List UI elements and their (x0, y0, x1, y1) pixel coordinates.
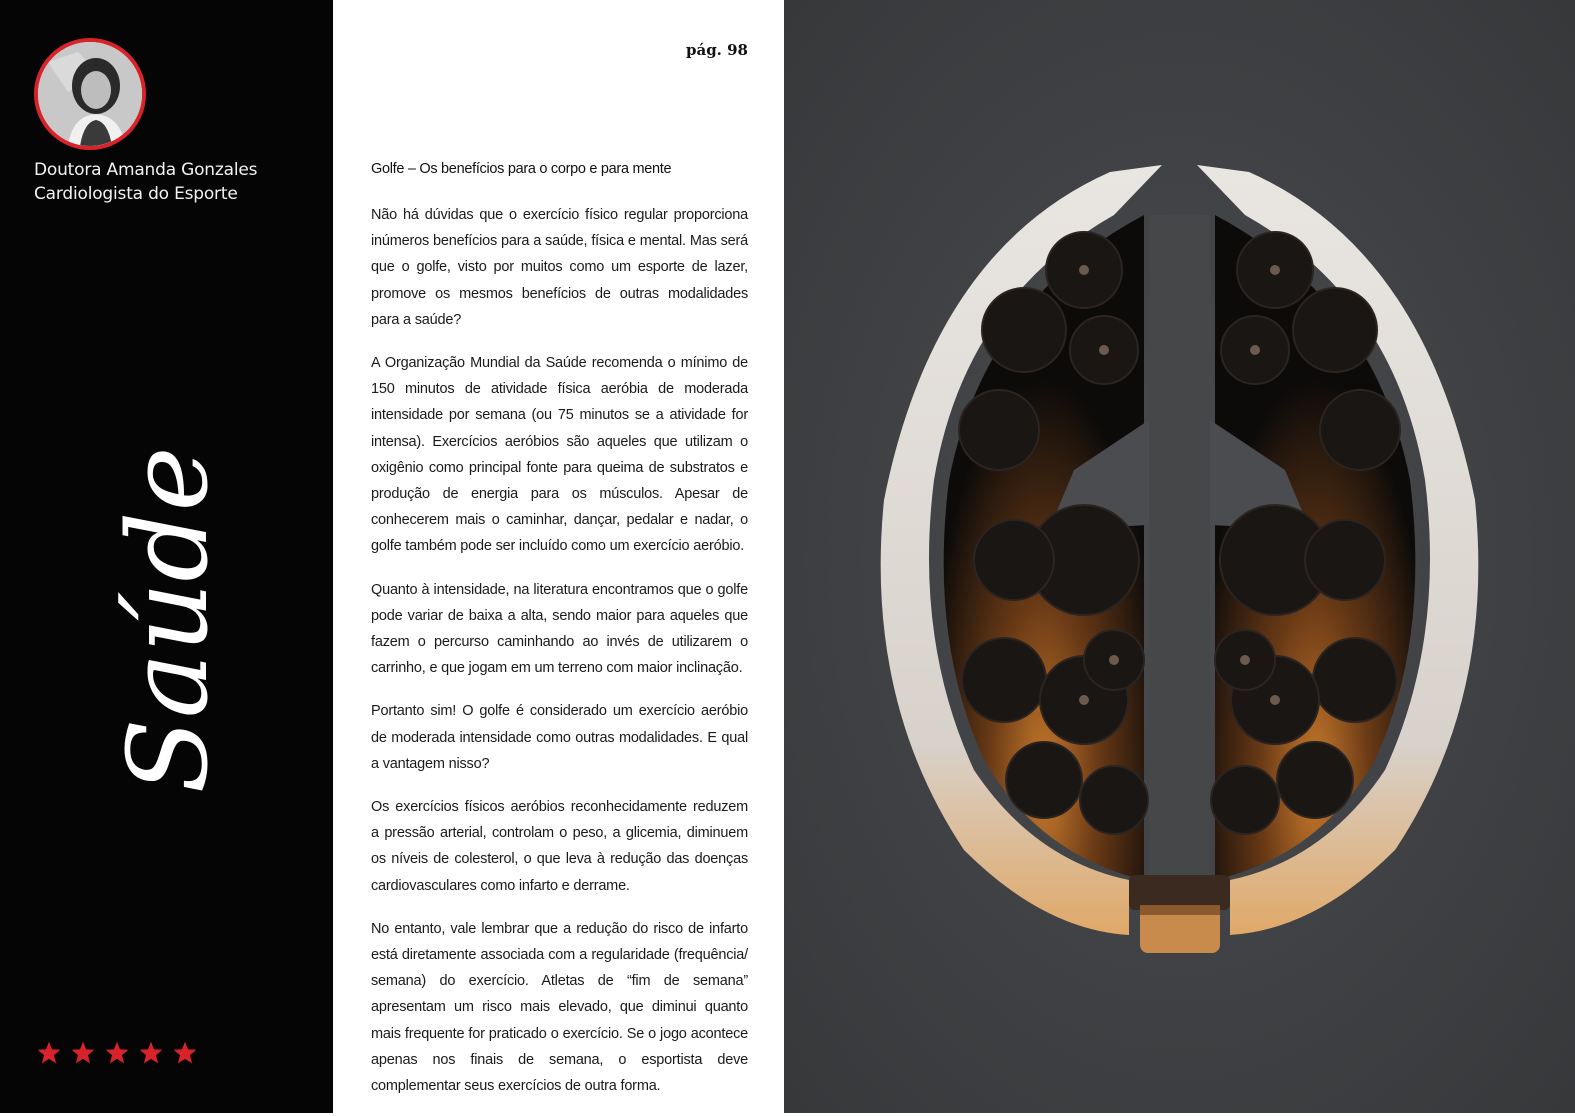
star-icon (70, 1040, 96, 1066)
article-paragraph: Não há dúvidas que o exercício físico regular proporciona inúmeros benefícios para a saúde, física e mental. Mas será que o golfe, visto por muitos como um esporte de lazer, promove os mesmos benefícios de outras modalidades para a saúde? (371, 207, 748, 328)
article-title: Golfe – Os benefícios para o corpo e para mente (371, 161, 672, 177)
page-number: pág. 98 (685, 41, 748, 59)
author-avatar (34, 38, 146, 150)
article-paragraph: Quanto à intensidade, na literatura encontramos que o golfe pode variar de baixa a alta, sendo maior para aqueles que fazem o percurso caminhando ao invés de utilizarem o carrinho, e que jogam em um terreno com maior inclinação. (371, 581, 748, 677)
author-role: Cardiologista do Esporte (34, 184, 238, 204)
avatar-photo (38, 42, 142, 146)
section-title-text: Saúde (104, 446, 232, 794)
rating-stars (36, 1040, 198, 1066)
article-body (371, 202, 748, 1116)
star-icon (36, 1040, 62, 1066)
article-paragraph: A Organização Mundial da Saúde recomenda o mínimo de 150 minutos de atividade física aeróbia de moderada intensidade por semana (ou 75 minutos se a atividade for intensa). Exercícios aeróbios são aqueles que utilizam o oxigênio como principal fonte para queima de substratos e produção de energia para os músculos. Apesar de conhecerem mais o caminhar, dançar, pedalar e nadar, o golfe também pode ser incluído como um exercício aeróbio. (371, 355, 748, 555)
mechanical-brain-illustration (784, 0, 1575, 1113)
article-paragraph: Os exercícios físicos aeróbios reconhecidamente reduzem a pressão arterial, controlam o peso, a glicemia, diminuem os níveis de colesterol, o que leva à redução das doenças cardiovasculares como infarto e derrame. (371, 799, 748, 894)
star-icon (138, 1040, 164, 1066)
author-sidebar (0, 0, 333, 1113)
mechanical-brain-image (784, 0, 1575, 1113)
star-icon (172, 1040, 198, 1066)
author-name: Doutora Amanda Gonzales (34, 160, 258, 180)
article-paragraph: Portanto sim! O golfe é considerado um exercício aeróbio de moderada intensidade como outras modalidades. E qual a vantagem nisso? (371, 703, 748, 772)
star-icon (104, 1040, 130, 1066)
article-paragraph: No entanto, vale lembrar que a redução do risco de infarto está diretamente associada com a regularidade (frequência/ semana) do exercício. Atletas de “fim de semana” apresentam um risco mais elevado, que diminui quanto mais frequente for praticado o exercício. Se o jogo acontece apenas nos finais de semana, o esportista deve complementar seus exercícios de outra forma. (371, 920, 748, 1095)
